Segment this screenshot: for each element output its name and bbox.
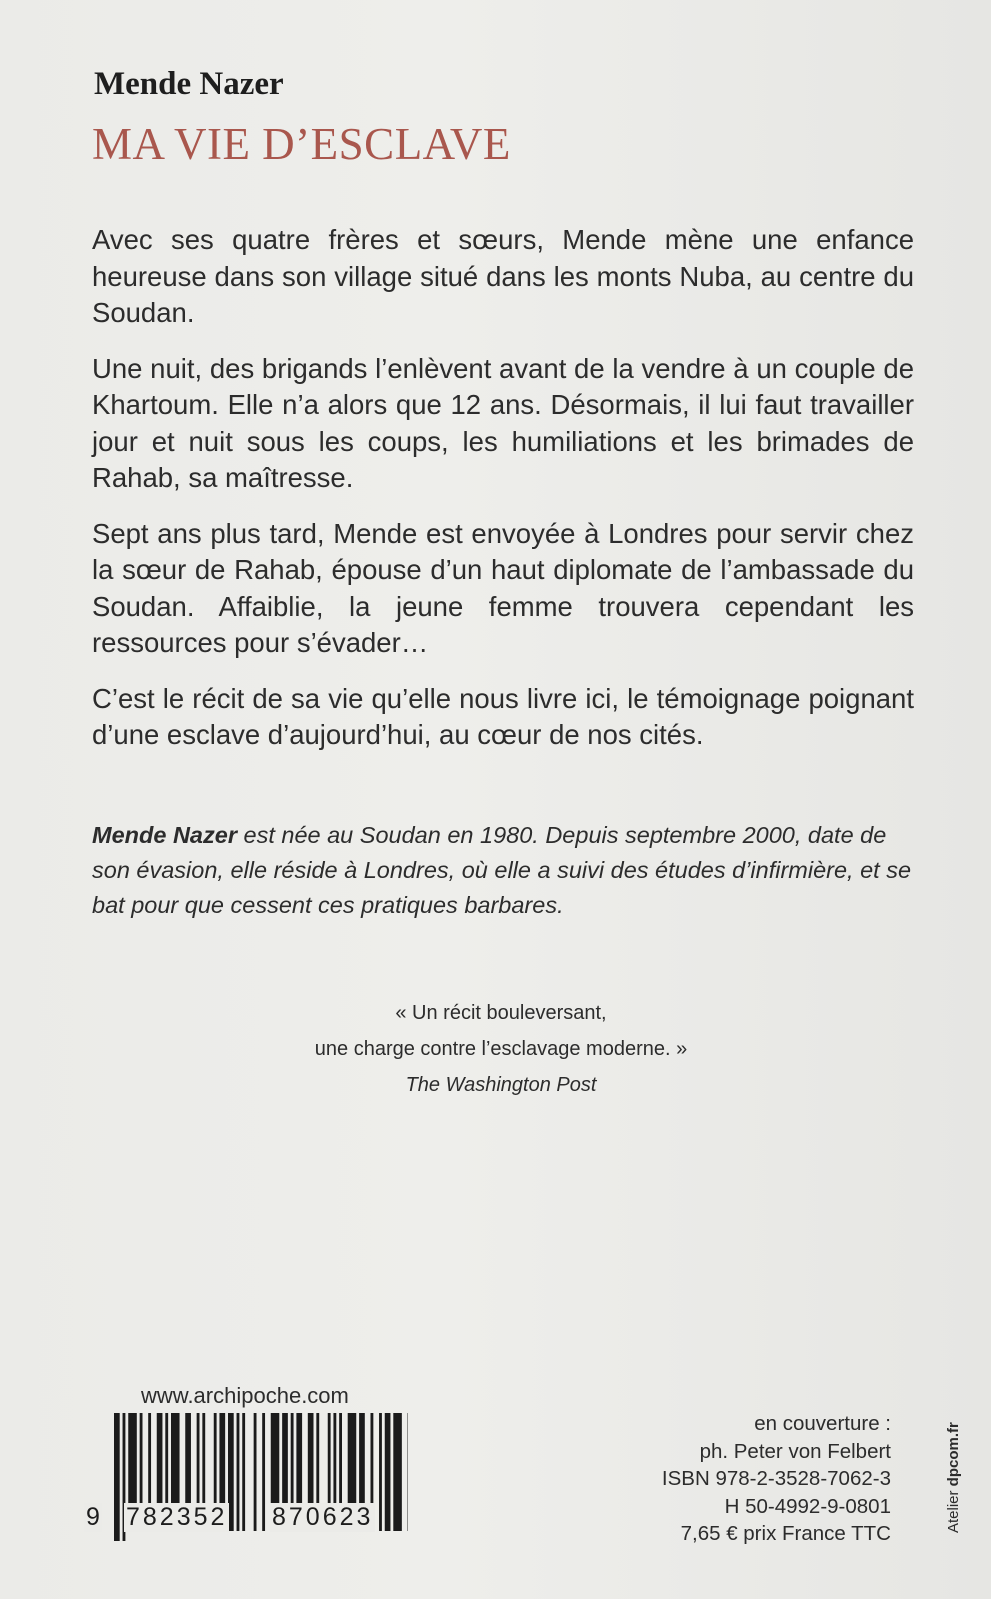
bio-author-name: Mende Nazer	[92, 822, 237, 848]
product-code: H 50-4992-9-0801	[724, 1494, 891, 1518]
credits	[662, 1410, 891, 1548]
photographer-credit: ph. Peter von Felbert	[699, 1439, 891, 1463]
author-bio	[92, 818, 914, 923]
author-name: Mende Nazer	[94, 66, 284, 102]
atelier-credit	[945, 1422, 962, 1533]
press-quote	[240, 995, 762, 1103]
publisher-website: www.archipoche.com	[141, 1383, 349, 1408]
barcode-digits	[88, 1503, 408, 1543]
barcode-digit-first: 9	[86, 1503, 100, 1531]
summary	[92, 222, 914, 773]
cover-credit-label: en couverture :	[754, 1412, 891, 1435]
quote-line: « Un récit bouleversant,	[395, 1002, 607, 1024]
atelier-brand: dpcom.fr	[945, 1422, 962, 1487]
price: 7,65 € prix France TTC	[680, 1522, 891, 1545]
atelier-prefix: Atelier	[945, 1486, 962, 1533]
quote-line: une charge contre l’esclavage moderne. »	[314, 1038, 688, 1060]
barcode-digits-left: 782352	[126, 1503, 228, 1531]
barcode-digits-right: 870623	[272, 1503, 374, 1531]
isbn: ISBN 978-2-3528-7062-3	[661, 1467, 891, 1490]
quote-source: The Washington Post	[405, 1074, 597, 1096]
summary-paragraph: C’est le récit de sa vie qu’elle nous livre ici, le témoignage poignant d’une esclave d’aujourd’hui, au cœur de nos cités.	[92, 682, 914, 750]
bio-text: est née au Soudan en 1980. Depuis septembre 2000, date de son évasion, elle réside à Londres, où elle a suivi des études d’infirmière, et se bat pour que cessent ces pratiques barbares.	[92, 822, 912, 918]
book-title: MA VIE D’ESCLAVE	[92, 119, 511, 169]
summary-paragraph: Sept ans plus tard, Mende est envoyée à Londres pour servir chez la sœur de Rahab, épouse d’un haut diplomate de l’ambassade du Soudan. Affaiblie, la jeune femme trouvera cependant les ressources pour s’évader…	[92, 517, 914, 658]
summary-paragraph: Avec ses quatre frères et sœurs, Mende mène une enfance heureuse dans son village situé dans les monts Nuba, au centre du Soudan.	[92, 224, 914, 328]
summary-paragraph: Une nuit, des brigands l’enlèvent avant de la vendre à un couple de Khartoum. Elle n’a alors que 12 ans. Désormais, il lui faut travailler jour et nuit sous les coups, les humiliations et les brimades de Rahab, sa maîtresse.	[92, 352, 914, 493]
